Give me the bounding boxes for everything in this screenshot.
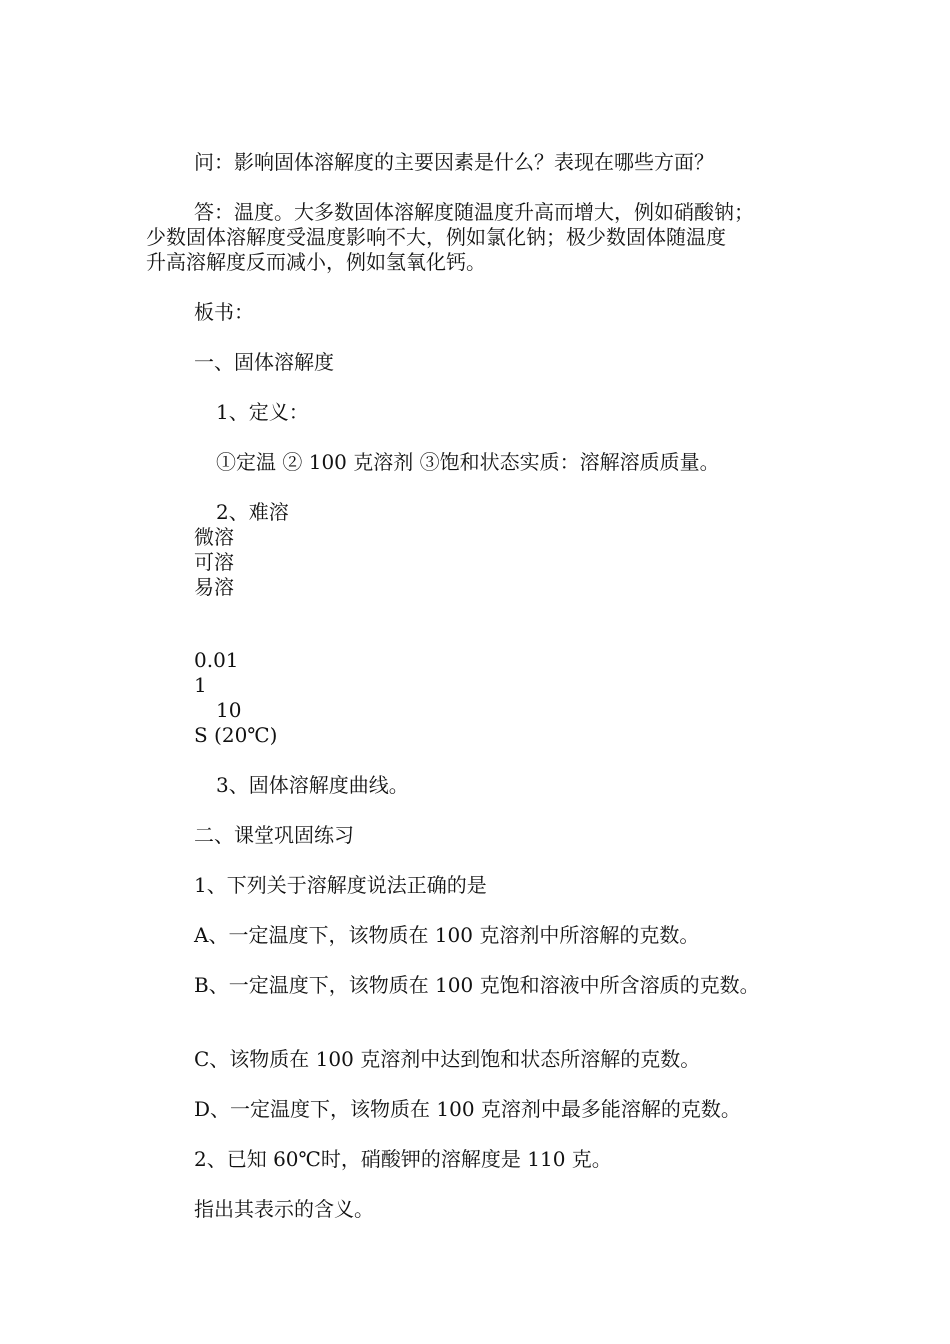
threshold-2: 1 [194, 673, 207, 697]
q2-prompt: 指出其表示的含义。 [194, 1197, 374, 1221]
classification-term-3: 易溶 [194, 575, 234, 599]
answer-line-3: 升高溶解度反而减小，例如氢氧化钙。 [146, 250, 486, 274]
q1-option-d: D、一定温度下，该物质在 100 克溶剂中最多能溶解的克数。 [194, 1097, 741, 1121]
definition-title: 1、定义： [216, 400, 309, 424]
board-label: 板书： [194, 300, 254, 324]
classification-term-2: 可溶 [194, 550, 234, 574]
q1-stem: 1、下列关于溶解度说法正确的是 [194, 873, 487, 897]
classification-title: 2、难溶 [216, 500, 289, 524]
question-text: 问：影响固体溶解度的主要因素是什么？表现在哪些方面？ [194, 150, 714, 174]
q1-option-a: A、一定温度下，该物质在 100 克溶剂中所溶解的克数。 [194, 923, 700, 947]
definition-items: ①定温 ② 100 克溶剂 ③饱和状态实质：溶解溶质质量。 [216, 450, 720, 474]
q1-option-b: B、一定温度下，该物质在 100 克饱和溶液中所含溶质的克数。 [194, 973, 760, 997]
threshold-1: 0.01 [194, 648, 239, 672]
section1-title: 一、固体溶解度 [194, 350, 334, 374]
q2-stem: 2、已知 60℃时，硝酸钾的溶解度是 110 克。 [194, 1147, 612, 1171]
threshold-label: S (20℃) [194, 723, 278, 747]
answer-line-1: 答：温度。大多数固体溶解度随温度升高而增大，例如硝酸钠； [194, 200, 754, 224]
classification-term-1: 微溶 [194, 525, 234, 549]
curve-title: 3、固体溶解度曲线。 [216, 773, 409, 797]
section2-title: 二、课堂巩固练习 [194, 823, 354, 847]
q1-option-c: C、该物质在 100 克溶剂中达到饱和状态所溶解的克数。 [194, 1047, 701, 1071]
answer-line-2: 少数固体溶解度受温度影响不大，例如氯化钠；极少数固体随温度 [146, 225, 726, 249]
threshold-3: 10 [216, 698, 242, 722]
